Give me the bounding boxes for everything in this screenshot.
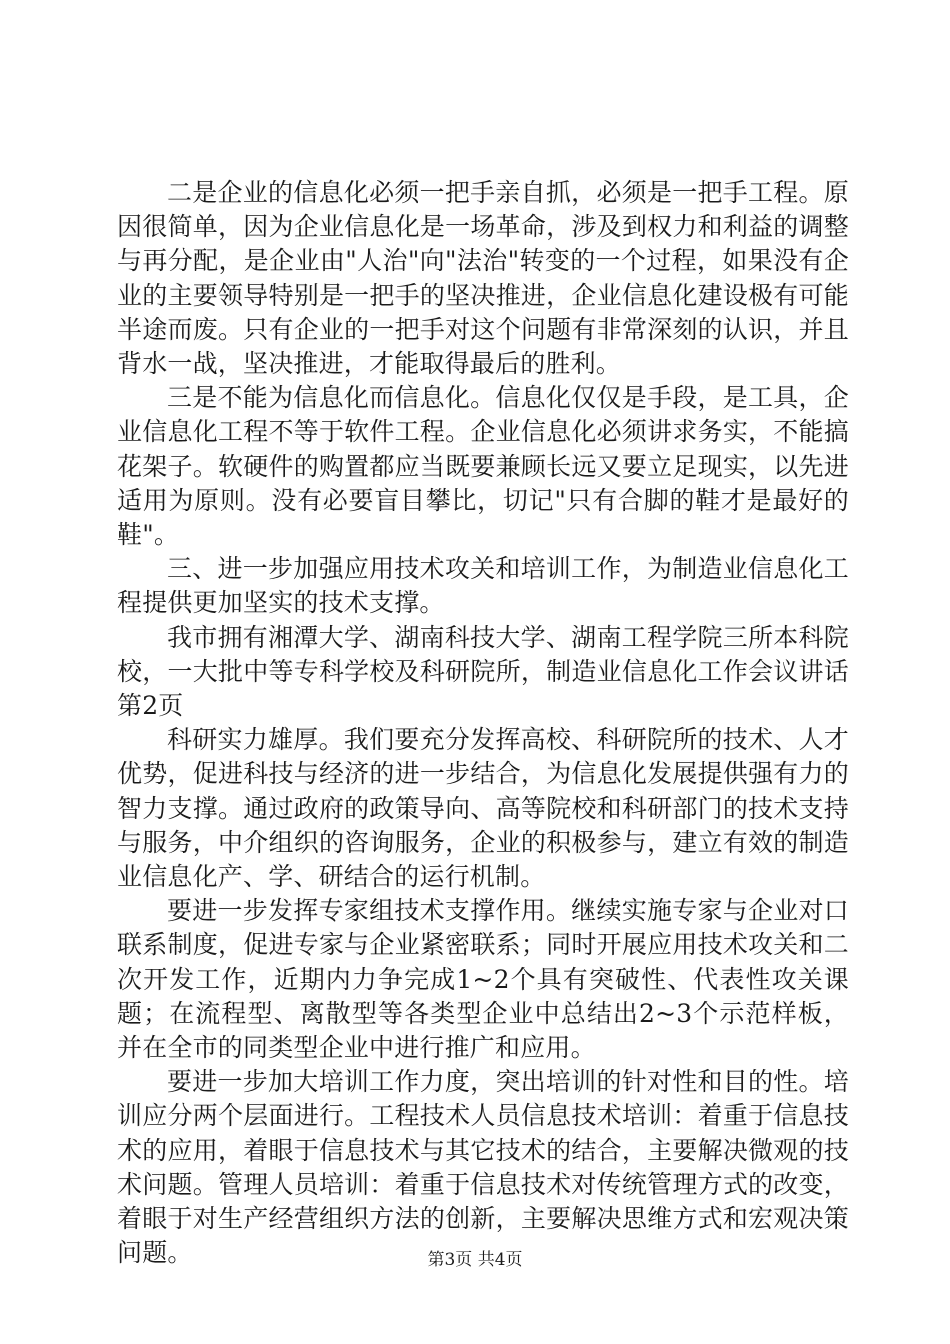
paragraph-3: 三、进一步加强应用技术攻关和培训工作，为制造业信息化工程提供更加坚实的技术支撑。 xyxy=(117,554,849,618)
paragraph-4: 我市拥有湘潭大学、湖南科技大学、湖南工程学院三所本科院校，一大批中等专科学校及科研院所，制造业信息化工作会议讲话第2页 xyxy=(117,622,849,721)
paragraph-2: 三是不能为信息化而信息化。信息化仅仅是手段，是工具，企业信息化工程不等于软件工程。企业信息化必须讲求务实，不能搞花架子。软硬件的购置都应当既要兼顾长远又要立足现实，以先进适用为原则。没有必要盲目攀比，切记"只有合脚的鞋才是最好的鞋"。 xyxy=(117,383,849,550)
paragraph-5: 科研实力雄厚。我们要充分发挥高校、科研院所的技术、人才优势，促进科技与经济的进一步结合，为信息化发展提供强有力的智力支撑。通过政府的政策导向、高等院校和科研部门的技术支持与服务，中介组织的咨询服务，企业的积极参与，建立有效的制造业信息化产、学、研结合的运行机制。 xyxy=(117,725,849,892)
page-footer: 第3页 共4页 xyxy=(427,1250,523,1270)
paragraph-1: 二是企业的信息化必须一把手亲自抓，必须是一把手工程。原因很简单，因为企业信息化是一场革命，涉及到权力和利益的调整与再分配，是企业由"人治"向"法治"转变的一个过程，如果没有企业的主要领导特别是一把手的坚决推进，企业信息化建设极有可能半途而废。只有企业的一把手对这个问题有非常深刻的认识，并且背水一战，坚决推进，才能取得最后的胜利。 xyxy=(117,178,849,379)
paragraph-6: 要进一步发挥专家组技术支撑作用。继续实施专家与企业对口联系制度，促进专家与企业紧密联系；同时开展应用技术攻关和二次开发工作，近期内力争完成1~2个具有突破性、代表性攻关课题；在流程型、离散型等各类型企业中总结出2~3个示范样板，并在全市的同类型企业中进行推广和应用。 xyxy=(117,896,849,1063)
document-body xyxy=(117,176,849,1271)
paragraph-7: 要进一步加大培训工作力度，突出培训的针对性和目的性。培训应分两个层面进行。工程技术人员信息技术培训：着重于信息技术的应用，着眼于信息技术与其它技术的结合，主要解决微观的技术问题。管理人员培训：着重于信息技术对传统管理方式的改变，着眼于对生产经营组织方法的创新，主要解决思维方式和宏观决策问题。 xyxy=(117,1067,849,1268)
